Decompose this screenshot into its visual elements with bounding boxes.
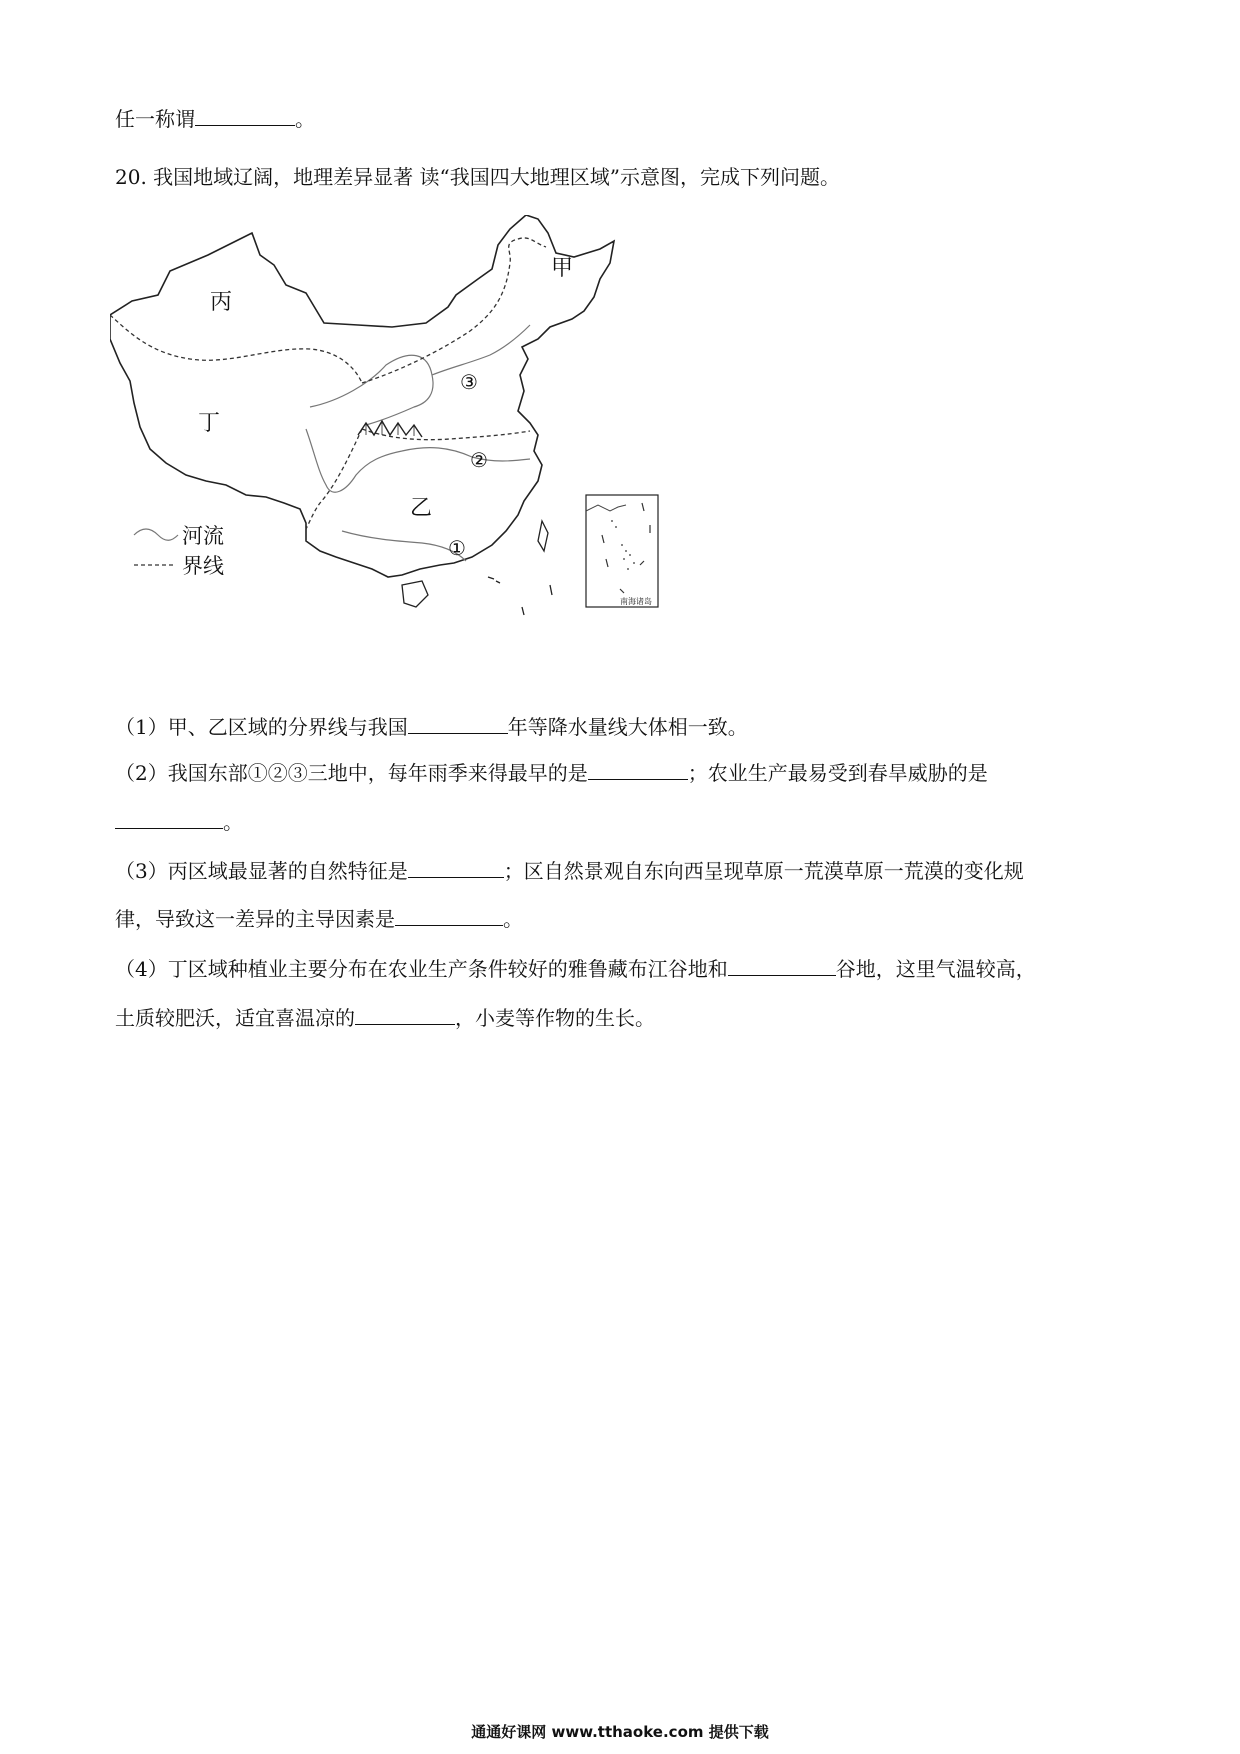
question-text: 我国地域辽阔，地理差异显著 读“我国四大地理区域”示意图，完成下列问题。 [153, 165, 840, 189]
sub4-text-c: 土质较肥沃，适宜喜温凉的 [115, 1006, 355, 1030]
sub3-text-b: ；区自然景观自东向西呈现草原一荒漠草原一荒漠的变化规 [503, 859, 1024, 883]
sub2-blank-1[interactable] [588, 757, 688, 780]
china-outline [110, 215, 614, 577]
answer-blank[interactable] [195, 103, 295, 126]
sub4-blank-1[interactable] [728, 953, 836, 976]
sub4-text-b: 谷地，这里气温较高， [835, 957, 1036, 981]
sub3-blank-1[interactable] [408, 855, 504, 878]
sub-question-4 [115, 953, 1036, 983]
sub-question-4-cont [115, 1002, 655, 1032]
china-regions-map [110, 215, 750, 685]
hainan-island [402, 581, 428, 607]
marker-3: ③ [460, 370, 478, 394]
sub-question-2 [115, 757, 988, 787]
sub2-text-c: 。 [223, 810, 243, 834]
question-stem [115, 163, 840, 191]
boundary-jia-bing [362, 238, 546, 383]
sub3-text-c: 律，导致这一差异的主导因素是 [115, 907, 395, 931]
question-number: 20. [115, 165, 147, 189]
marker-1: ① [448, 536, 466, 560]
sub1-text-a: （1）甲、乙区域的分界线与我国 [115, 715, 408, 739]
sub4-blank-2[interactable] [355, 1002, 455, 1025]
taiwan-island [538, 521, 548, 551]
sub2-text-a: （2）我国东部①②③三地中，每年雨季来得最早的是 [115, 761, 588, 785]
inset-coast [586, 505, 626, 511]
sub2-blank-2[interactable] [115, 806, 223, 829]
map-svg [110, 215, 750, 685]
sub-question-1 [115, 711, 748, 741]
sub1-blank[interactable] [408, 711, 508, 734]
sub1-text-b: 年等降水量线大体相一致。 [507, 715, 748, 739]
inset-islands [611, 520, 635, 570]
islets [488, 577, 552, 615]
yangtze-river [306, 429, 530, 492]
region-label-jia: 甲 [551, 256, 574, 281]
sub4-text-d: ，小麦等作物的生长。 [455, 1006, 655, 1030]
sub4-text-a: （4）丁区域种植业主要分布在农业生产条件较好的雅鲁藏布江谷地和 [115, 957, 728, 981]
sub3-text-a: （3）丙区域最显著的自然特征是 [115, 859, 408, 883]
yellow-river [310, 325, 530, 425]
region-label-ding: 丁 [198, 411, 221, 436]
sub-question-3-cont [115, 903, 523, 933]
legend-river-icon [134, 529, 178, 540]
mountain-icon [358, 421, 422, 437]
period: 。 [295, 107, 315, 131]
sub2-text-b: ；农业生产最易受到春旱威胁的是 [687, 761, 988, 785]
legend-boundary-label: 界线 [182, 554, 224, 578]
boundary-bing-ding [110, 315, 362, 383]
region-label-bing: 丙 [210, 290, 233, 315]
sub-question-2-cont [115, 806, 243, 836]
sub3-text-d: 。 [503, 907, 523, 931]
sub-question-3 [115, 855, 1024, 885]
page-footer: 通通好课网 www.tthaoke.com 提供下载 [471, 1723, 769, 1741]
inset-dashes [602, 503, 650, 593]
previous-text: 任一称谓 [115, 107, 195, 131]
sub3-blank-2[interactable] [395, 903, 503, 926]
previous-question-tail [115, 103, 315, 133]
region-label-yi: 乙 [410, 496, 433, 521]
inset-label: 南海诸岛 [620, 597, 652, 606]
marker-2: ② [470, 448, 488, 472]
legend-river-label: 河流 [182, 524, 224, 548]
